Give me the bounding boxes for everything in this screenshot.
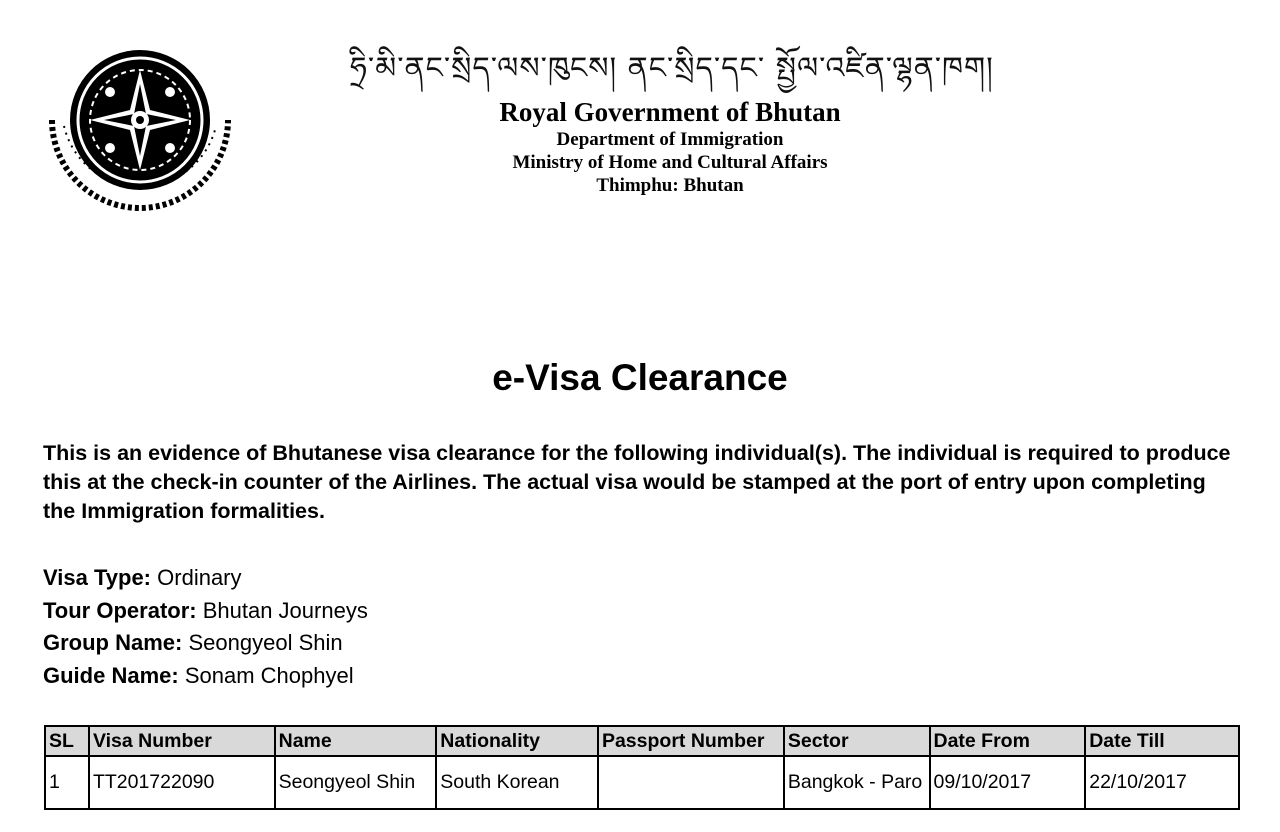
- col-passport-number: Passport Number: [598, 726, 784, 756]
- tour-operator-row: [43, 595, 368, 628]
- visa-type-value: Ordinary: [157, 565, 242, 590]
- group-name-label: Group Name:: [43, 630, 183, 655]
- visa-details: [43, 562, 368, 692]
- cell-nationality: South Korean: [436, 756, 598, 809]
- col-sector: Sector: [784, 726, 930, 756]
- government-emblem-icon: [40, 40, 240, 220]
- visa-type-label: Visa Type:: [43, 565, 152, 590]
- office-location: Thimphu: Bhutan: [596, 175, 744, 196]
- guide-name-value: Sonam Chophyel: [184, 662, 354, 688]
- col-name: Name: [275, 726, 437, 756]
- visa-type-row: [43, 562, 368, 595]
- clearance-table: [44, 725, 1240, 810]
- guide-name-label: Guide Name:: [43, 662, 179, 688]
- cell-name: Seongyeol Shin: [275, 756, 437, 809]
- col-sl: SL: [45, 726, 89, 756]
- guide-name-row: [43, 660, 368, 693]
- cell-date-till: 22/10/2017: [1085, 756, 1239, 809]
- group-name-row: [43, 627, 368, 660]
- letterhead: [350, 44, 994, 197]
- government-name: Royal Government of Bhutan: [499, 97, 841, 127]
- cell-date-from: 09/10/2017: [930, 756, 1086, 809]
- cell-sl: 1: [45, 756, 89, 809]
- dzongkha-heading: ཧྲི་མི་ནང་སྲིད་ལས་ཁུངས། ནང་སྲིད་དང་ སྤྱོལ་འཛིན་ལྷན་ཁག།: [350, 51, 994, 86]
- col-nationality: Nationality: [436, 726, 598, 756]
- col-date-from: Date From: [930, 726, 1086, 756]
- cell-sector: Bangkok - Paro: [784, 756, 930, 809]
- tour-operator-value: Bhutan Journeys: [202, 597, 368, 623]
- col-visa-number: Visa Number: [89, 726, 275, 756]
- group-name-value: Seongyeol Shin: [188, 630, 343, 655]
- page-title: e-Visa Clearance: [492, 357, 788, 398]
- cell-visa-number: TT201722090: [89, 756, 275, 809]
- tour-operator-label: Tour Operator:: [43, 597, 197, 623]
- table-header-row: [45, 726, 1239, 756]
- department-name: Department of Immigration: [556, 129, 784, 150]
- table-row: [45, 756, 1239, 809]
- cell-passport-number: [598, 756, 784, 809]
- ministry-name: Ministry of Home and Cultural Affairs: [512, 152, 828, 173]
- intro-paragraph: This is an evidence of Bhutanese visa clearance for the following individual(s). The individual is required to produce this at the check-in counter of the Airlines. The actual visa would be stamped at the port of entry upon completing the Immigration formalities.: [43, 441, 1231, 523]
- col-date-till: Date Till: [1085, 726, 1239, 756]
